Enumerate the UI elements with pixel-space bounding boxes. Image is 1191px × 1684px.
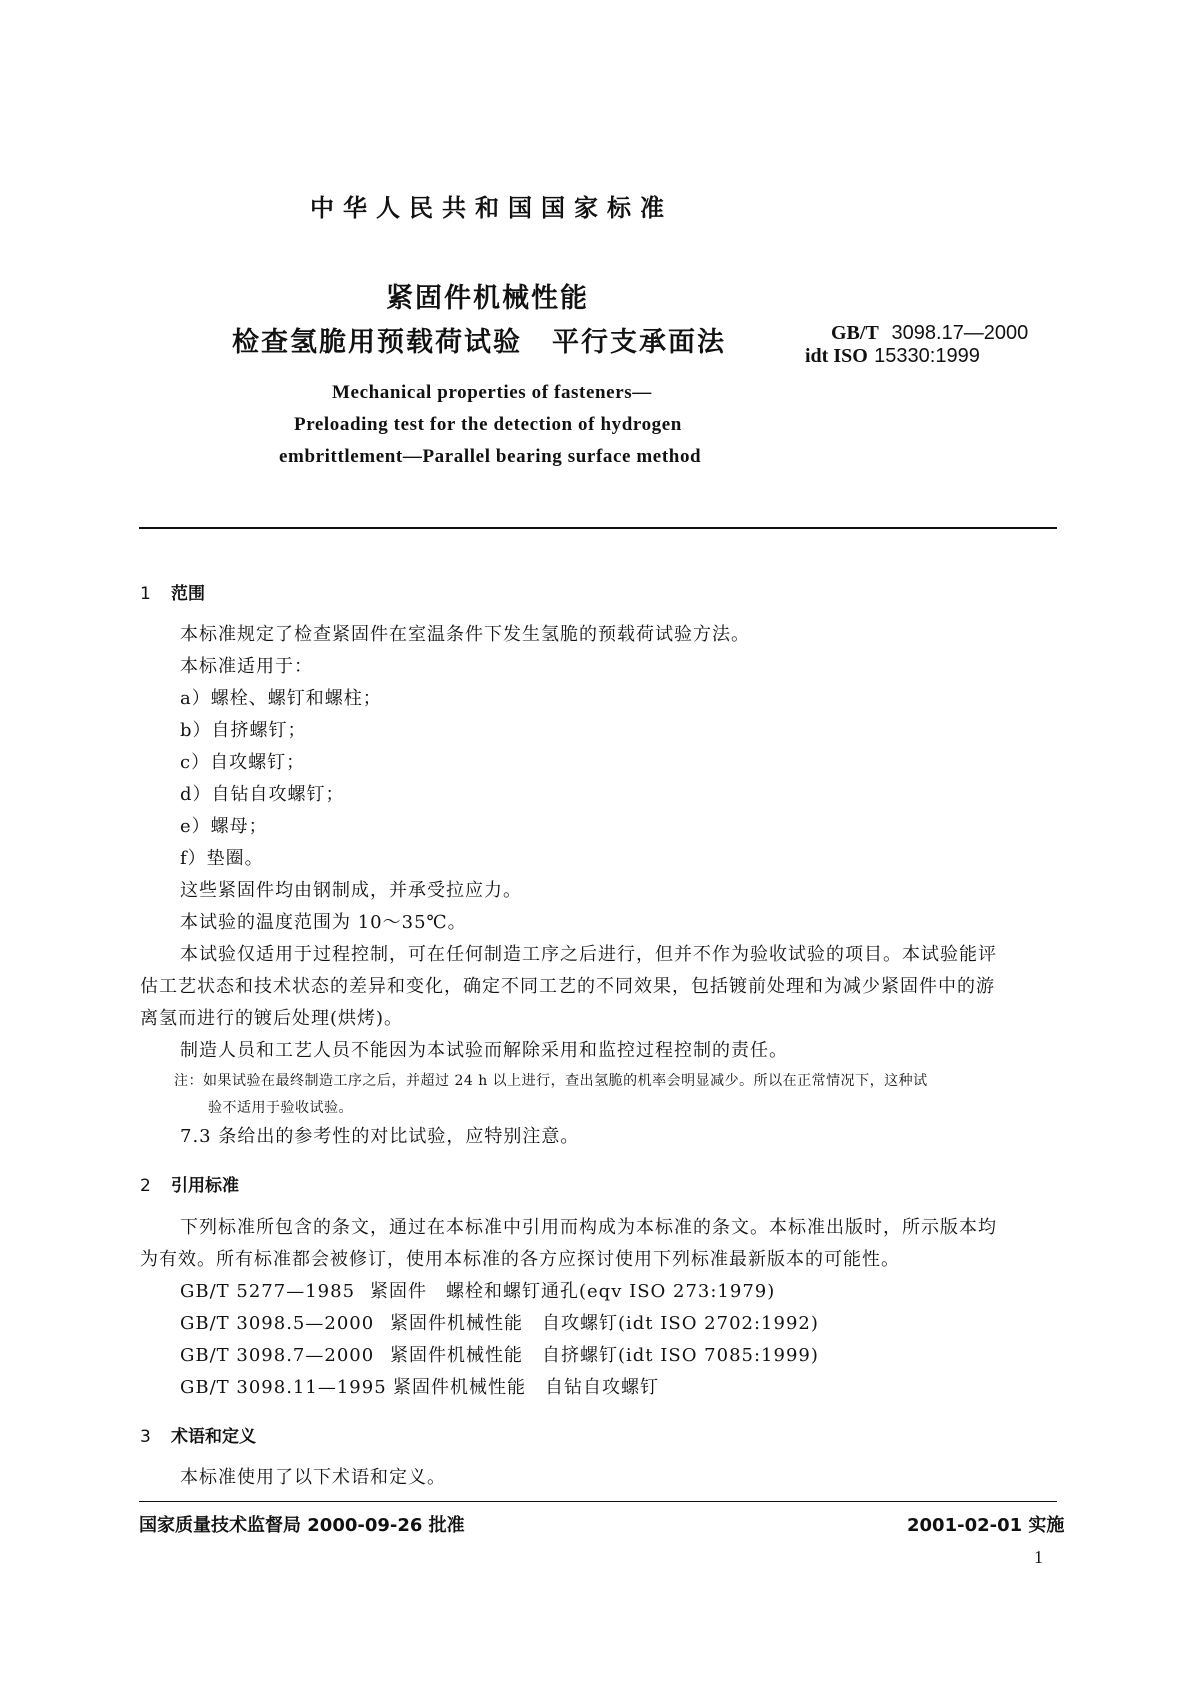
- english-title-line-3: embrittlement—Parallel bearing surface method: [279, 446, 702, 467]
- section-2-title: 引用标准: [171, 1176, 239, 1196]
- paragraph: 为有效。所有标准都会被修订，使用本标准的各方应探讨使用下列标准最新版本的可能性。: [140, 1249, 900, 1270]
- list-item: e）螺母；: [180, 816, 268, 837]
- idt-code: [805, 343, 980, 368]
- list-item: c）自攻螺钉；: [180, 752, 306, 773]
- paragraph: 本标准使用了以下术语和定义。: [180, 1467, 446, 1488]
- title-line-1: 紧固件机械性能: [386, 283, 589, 314]
- note-line-1: 注：如果试验在最终制造工序之后，并超过 24 h 以上进行，查出氢脆的机率会明显减少。所以在正常情况下，这种试: [174, 1073, 928, 1089]
- national-standard-label: 中华人民共和国国家标准: [310, 194, 673, 222]
- paragraph: 本试验的温度范围为 10～35℃。: [180, 912, 467, 933]
- paragraph: 本标准规定了检查紧固件在室温条件下发生氢脆的预载荷试验方法。: [180, 624, 750, 645]
- section-3-heading: [140, 1422, 256, 1447]
- paragraph: 制造人员和工艺人员不能因为本试验而解除采用和监控过程控制的责任。: [180, 1040, 788, 1061]
- english-title-line-1: Mechanical properties of fasteners—: [332, 382, 652, 403]
- section-2-number: 2: [140, 1176, 151, 1196]
- standard-code: [831, 320, 1028, 345]
- reference-code: GB/T 3098.7—2000: [180, 1345, 375, 1366]
- title-line-2: [232, 320, 726, 359]
- standard-code-number: 3098.17—2000: [891, 322, 1029, 344]
- standard-code-prefix: GB/T: [831, 322, 879, 344]
- paragraph: 本试验仅适用于过程控制，可在任何制造工序之后进行，但并不作为验收试验的项目。本试验能评: [180, 944, 997, 965]
- page-number: 1: [1034, 1547, 1043, 1567]
- paragraph: 这些紧固件均由钢制成，并承受拉应力。: [180, 880, 522, 901]
- reference-item: [180, 1309, 819, 1335]
- list-item: d）自钻自攻螺钉；: [180, 784, 345, 805]
- section-1-title: 范围: [171, 584, 205, 604]
- paragraph: 估工艺状态和技术状态的差异和变化，确定不同工艺的不同效果，包括镀前处理和为减少紧固件中的游: [140, 976, 995, 997]
- reference-title: 紧固件 螺栓和螺钉通孔(eqv ISO 273:1979): [370, 1281, 776, 1302]
- list-item: b）自挤螺钉；: [180, 720, 307, 741]
- reference-title: 紧固件机械性能 自挤螺钉(idt ISO 7085:1999): [390, 1345, 819, 1366]
- effective-date: 2001-02-01 实施: [907, 1515, 1065, 1536]
- section-1-heading: [140, 579, 205, 604]
- list-item: f）垫圈。: [180, 848, 264, 869]
- section-3-title: 术语和定义: [171, 1427, 256, 1447]
- reference-title: 紧固件机械性能 自钻自攻螺钉: [393, 1377, 659, 1398]
- reference-code: GB/T 5277—1985: [180, 1281, 356, 1302]
- paragraph: 7.3 条给出的参考性的对比试验，应特别注意。: [180, 1126, 580, 1147]
- paragraph: 下列标准所包含的条文，通过在本标准中引用而构成为本标准的条文。本标准出版时，所示版本均: [180, 1217, 997, 1238]
- reference-item: [180, 1277, 775, 1303]
- reference-title: 紧固件机械性能 自攻螺钉(idt ISO 2702:1992): [390, 1313, 819, 1334]
- paragraph: 本标准适用于：: [180, 656, 313, 677]
- footer-divider: [139, 1501, 1057, 1502]
- title-line-2-part-a: 检查氢脆用预载荷试验: [232, 327, 522, 358]
- idt-code-number: 15330:1999: [874, 345, 980, 367]
- note-line-2: 验不适用于验收试验。: [208, 1100, 353, 1116]
- header-divider: [139, 527, 1057, 529]
- reference-code: GB/T 3098.11—1995: [180, 1377, 387, 1398]
- reference-item: [180, 1341, 819, 1367]
- reference-code: GB/T 3098.5—2000: [180, 1313, 375, 1334]
- english-title-line-2: Preloading test for the detection of hydrogen: [294, 414, 682, 435]
- idt-code-prefix: idt ISO: [805, 345, 868, 367]
- reference-item: [180, 1373, 659, 1399]
- section-1-number: 1: [140, 584, 151, 604]
- title-line-2-part-b: 平行支承面法: [552, 327, 726, 358]
- list-item: a）螺栓、螺钉和螺柱；: [180, 688, 382, 709]
- section-2-heading: [140, 1171, 239, 1196]
- approval-date: 国家质量技术监督局 2000-09-26 批准: [139, 1515, 465, 1536]
- paragraph: 离氢而进行的镀后处理(烘烤)。: [140, 1008, 404, 1029]
- section-3-number: 3: [140, 1427, 151, 1447]
